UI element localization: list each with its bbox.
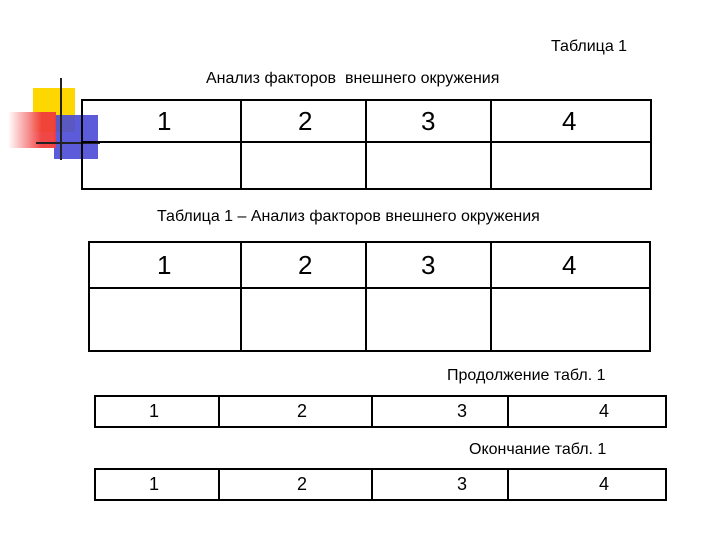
table-b-header-3: 3: [421, 249, 436, 280]
table-a: [81, 99, 652, 190]
decoration-vertical-line: [60, 78, 62, 160]
table-d-header-4: 4: [599, 474, 610, 494]
table-b-header-cell: [89, 242, 241, 288]
table-d-header-2: 2: [297, 474, 308, 494]
table-b-header-cell: [491, 242, 650, 288]
table-a-cell: [82, 142, 241, 189]
table-c-label: Продолжение табл. 1: [447, 367, 606, 384]
table-b-header-2: 2: [298, 249, 313, 280]
table-a-cell: [241, 142, 366, 189]
table-b: [88, 241, 651, 352]
table-c-header-4: 4: [599, 401, 610, 421]
table-c-header-1: 1: [149, 401, 160, 421]
table-c: [94, 395, 667, 428]
table-d-header-cell: [95, 469, 219, 500]
table-d-label: Окончание табл. 1: [469, 441, 607, 458]
table-c-header-2: 2: [297, 401, 308, 421]
table-b-header-cell: [366, 242, 491, 288]
table-a-header-3: 3: [421, 105, 436, 136]
table-b-cell: [491, 288, 650, 351]
table-d: [94, 468, 667, 501]
table-d-header-cell: [508, 469, 666, 500]
table-d-header-cell: [219, 469, 372, 500]
table-c-header-cell: [508, 396, 666, 427]
table-d-header-3: 3: [457, 474, 468, 494]
table-a-header-4: 4: [562, 105, 577, 136]
table-c-header-cell: [95, 396, 219, 427]
table-a-header-cell: [366, 100, 491, 142]
table-b-header-4: 4: [562, 249, 577, 280]
table-b-cell: [366, 288, 491, 351]
table-a-header-1: 1: [157, 105, 172, 136]
table-b-header-1: 1: [157, 249, 172, 280]
table-b-cell: [89, 288, 241, 351]
table-a-header-cell: [82, 100, 241, 142]
table-c-header-cell: [372, 396, 508, 427]
table-c-header-cell: [219, 396, 372, 427]
table-b-title: Таблица 1 – Анализ факторов внешнего окружения: [157, 208, 540, 225]
table-d-header-1: 1: [149, 474, 160, 494]
table-a-header-2: 2: [298, 105, 313, 136]
table-b-cell: [241, 288, 366, 351]
table-c-header-3: 3: [457, 401, 468, 421]
table-a-header-cell: [241, 100, 366, 142]
table-a-label: Таблица 1: [551, 38, 628, 55]
table-d-header-cell: [372, 469, 508, 500]
table-a-cell: [491, 142, 651, 189]
table-a-cell: [366, 142, 491, 189]
table-a-title: Анализ факторов внешнего окружения: [206, 70, 500, 87]
table-b-header-cell: [241, 242, 366, 288]
table-a-header-cell: [491, 100, 651, 142]
